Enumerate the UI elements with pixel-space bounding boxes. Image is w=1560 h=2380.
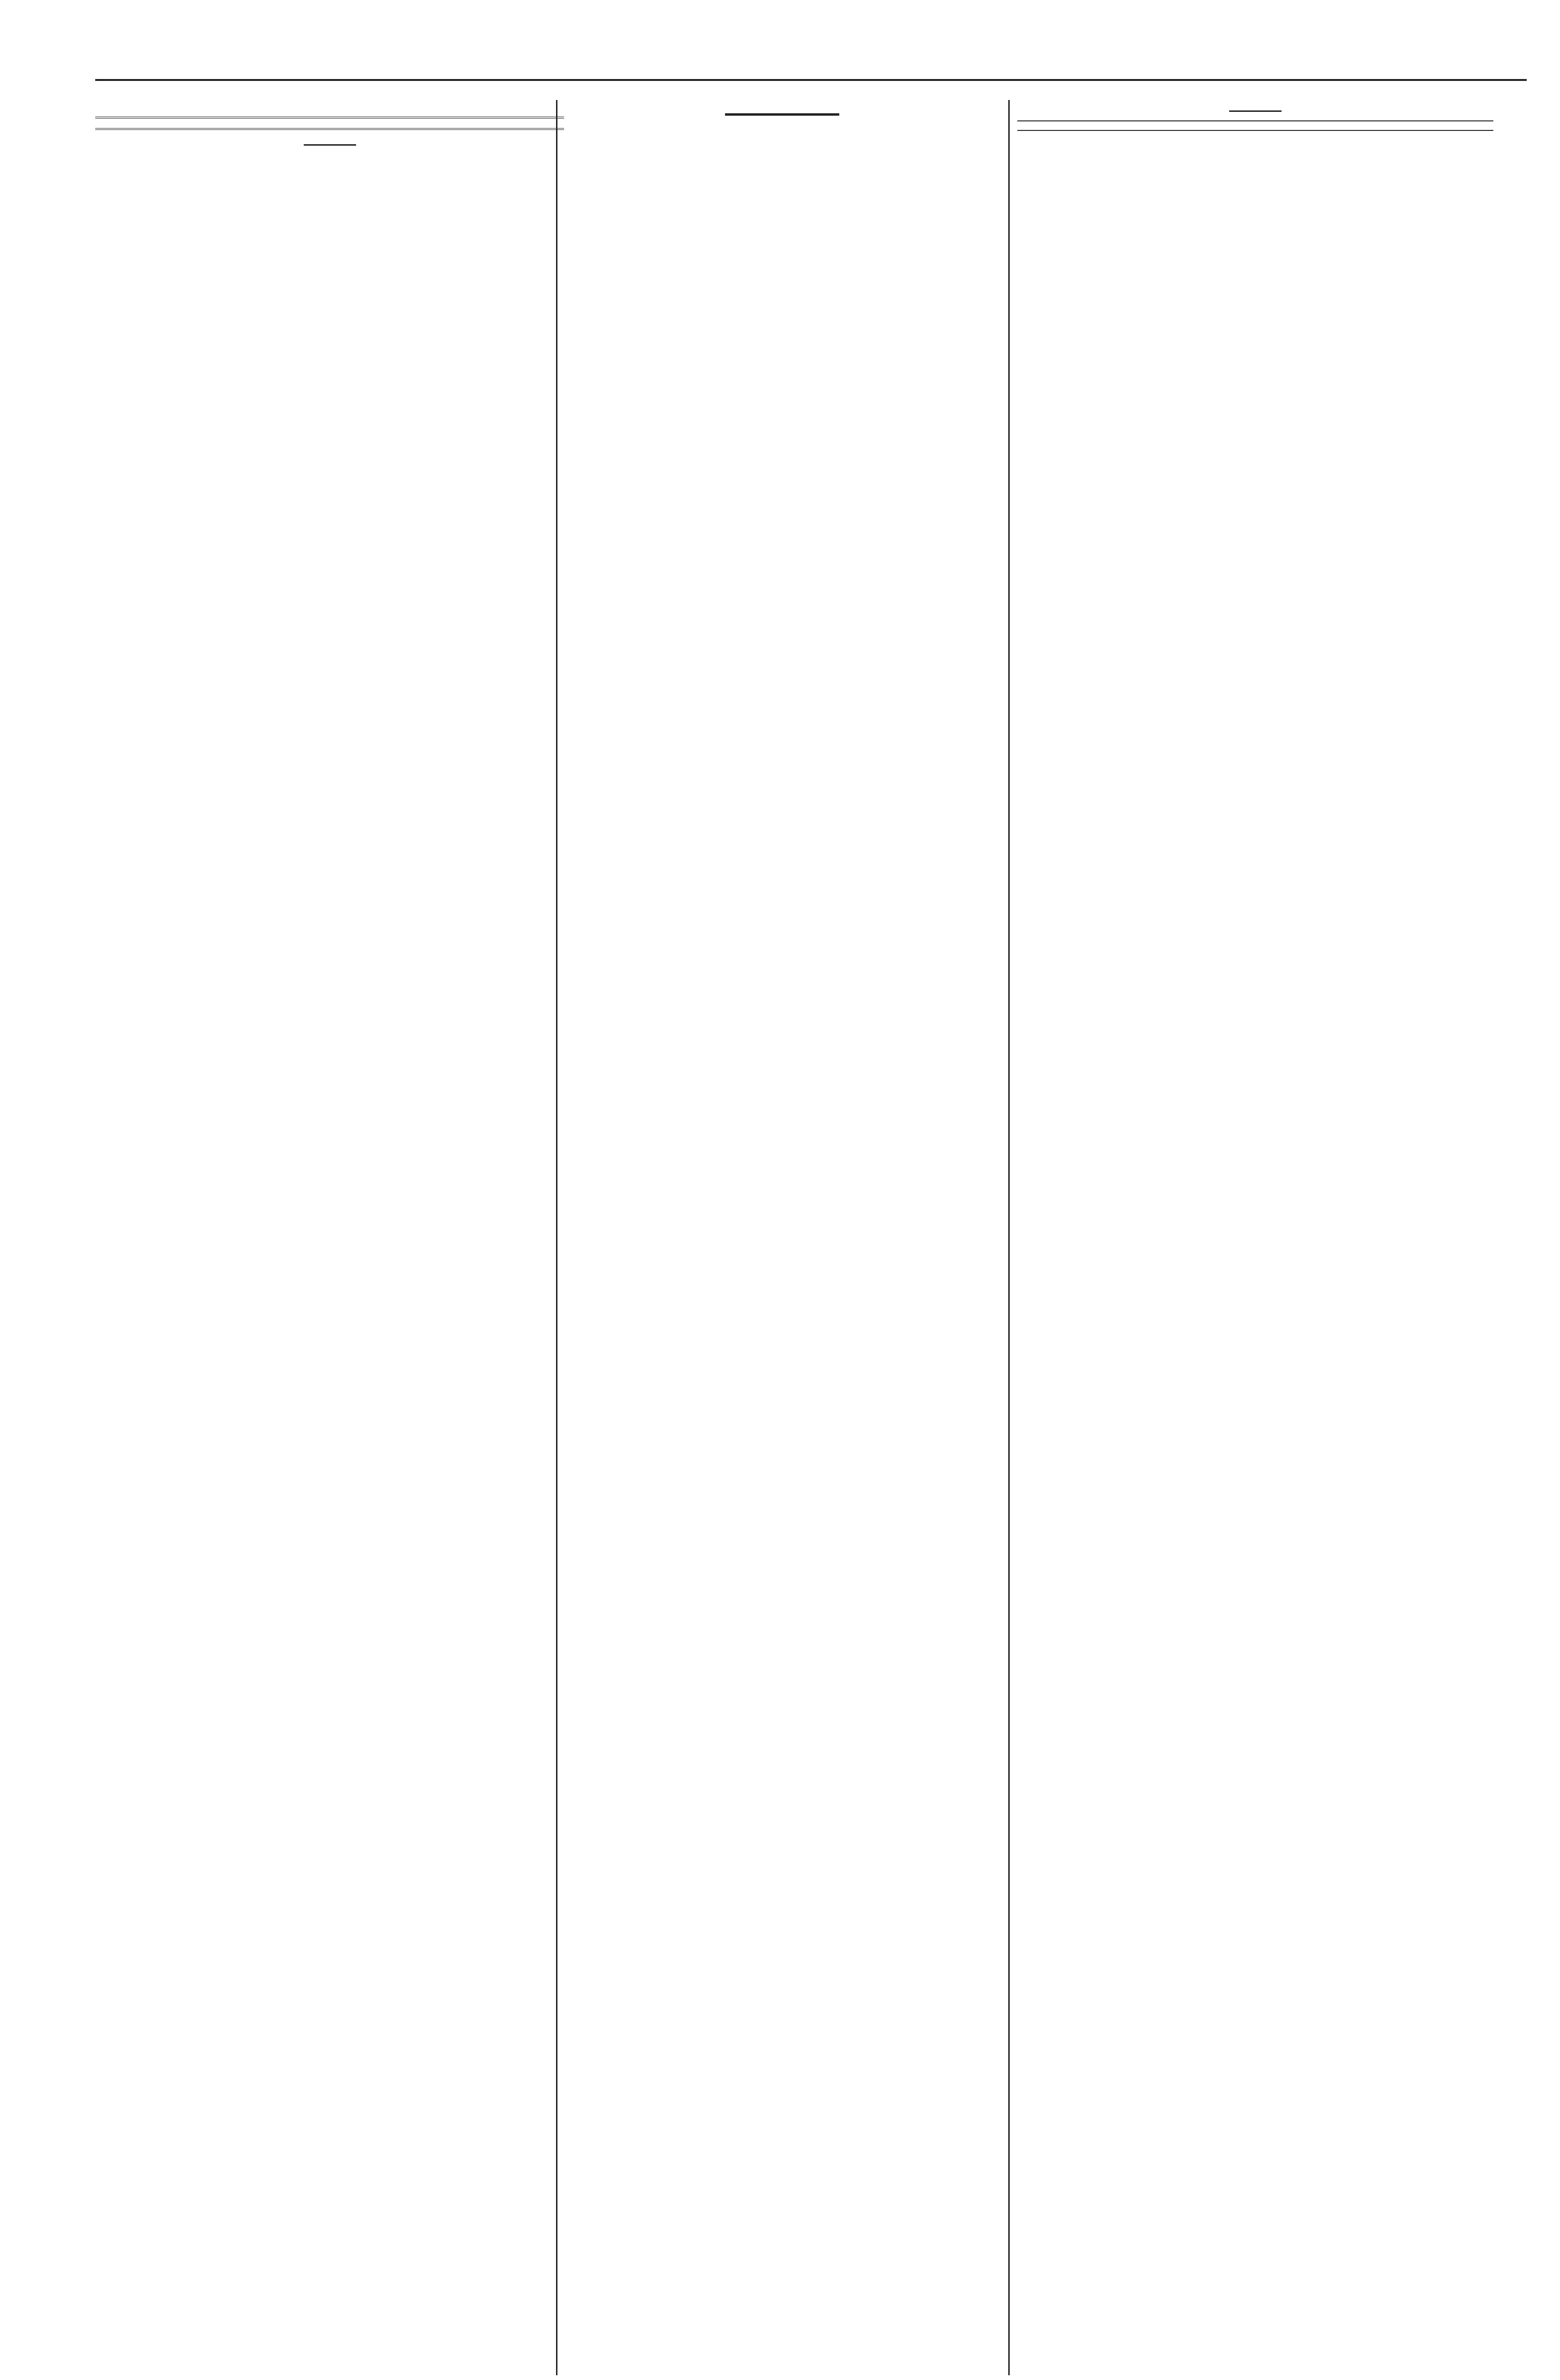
dateline bbox=[95, 117, 564, 130]
column-1 bbox=[95, 100, 564, 162]
page-header bbox=[0, 0, 1560, 76]
section-divider bbox=[725, 113, 839, 116]
column-divider-2 bbox=[1008, 100, 1010, 2375]
total-assets-row bbox=[1017, 130, 1493, 139]
title-rule bbox=[304, 144, 356, 146]
banking-table bbox=[1017, 120, 1493, 139]
column-2 bbox=[563, 100, 1001, 127]
column-divider-1 bbox=[556, 100, 557, 2375]
total-liabilities-row bbox=[1017, 121, 1493, 130]
banking-title-rule bbox=[1229, 110, 1282, 112]
header-rule bbox=[95, 79, 1527, 81]
column-3 bbox=[1017, 100, 1493, 147]
